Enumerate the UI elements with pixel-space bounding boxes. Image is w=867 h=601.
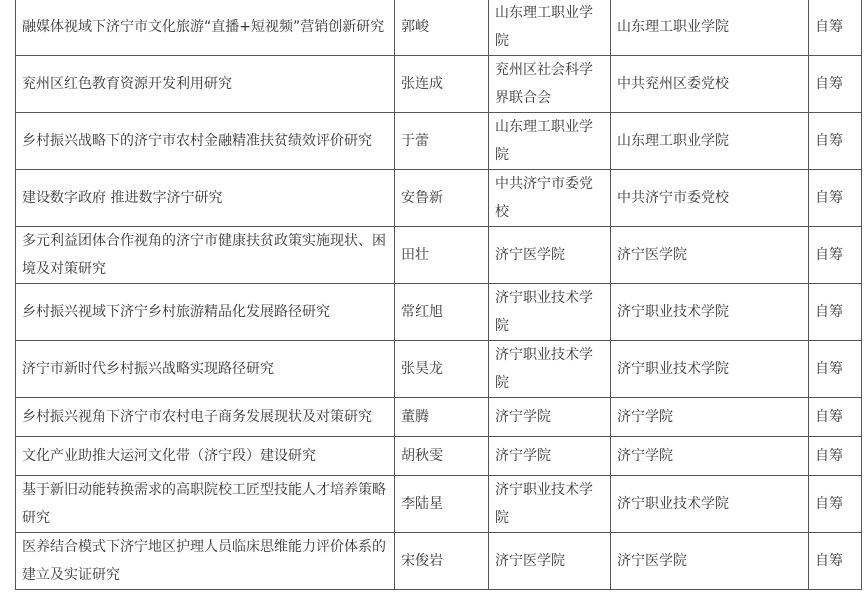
table-row xyxy=(16,0,862,56)
funding-cell: 自筹 xyxy=(809,284,862,341)
org-cell: 济宁医学院 xyxy=(611,533,809,590)
project-title-cell: 乡村振兴视角下济宁市农村电子商务发展现状及对策研究 xyxy=(16,398,395,437)
project-title-cell: 多元利益团体合作视角的济宁市健康扶贫政策实施现状、困境及对策研究 xyxy=(16,227,395,284)
table-row xyxy=(16,113,862,170)
funding-cell: 自筹 xyxy=(809,113,862,170)
leader-cell: 张连成 xyxy=(395,56,489,113)
org-cell: 中共济宁市委党校 xyxy=(611,170,809,227)
table-row xyxy=(16,398,862,437)
project-title-cell: 建设数字政府 推进数字济宁研究 xyxy=(16,170,395,227)
org-cell: 济宁学院 xyxy=(611,398,809,437)
unit-cell: 济宁职业技术学院 xyxy=(489,476,611,533)
org-cell: 山东理工职业学院 xyxy=(611,0,809,56)
table-row xyxy=(16,227,862,284)
org-cell: 济宁学院 xyxy=(611,437,809,476)
unit-cell: 济宁学院 xyxy=(489,437,611,476)
leader-cell: 董腾 xyxy=(395,398,489,437)
table-row xyxy=(16,437,862,476)
funding-cell: 自筹 xyxy=(809,476,862,533)
unit-cell: 济宁医学院 xyxy=(489,227,611,284)
org-cell: 济宁职业技术学院 xyxy=(611,476,809,533)
project-title-cell: 济宁市新时代乡村振兴战略实现路径研究 xyxy=(16,341,395,398)
unit-cell: 济宁职业技术学院 xyxy=(489,284,611,341)
project-title-cell: 文化产业助推大运河文化带（济宁段）建设研究 xyxy=(16,437,395,476)
funding-cell: 自筹 xyxy=(809,56,862,113)
leader-cell: 安鲁新 xyxy=(395,170,489,227)
leader-cell: 常红旭 xyxy=(395,284,489,341)
project-table xyxy=(15,0,862,590)
project-title-cell: 医养结合模式下济宁地区护理人员临床思维能力评价体系的建立及实证研究 xyxy=(16,533,395,590)
leader-cell: 胡秋雯 xyxy=(395,437,489,476)
funding-cell: 自筹 xyxy=(809,398,862,437)
project-title-cell: 乡村振兴视域下济宁乡村旅游精品化发展路径研究 xyxy=(16,284,395,341)
funding-cell: 自筹 xyxy=(809,437,862,476)
org-cell: 中共兖州区委党校 xyxy=(611,56,809,113)
unit-cell: 中共济宁市委党校 xyxy=(489,170,611,227)
unit-cell: 济宁医学院 xyxy=(489,533,611,590)
table-row xyxy=(16,56,862,113)
org-cell: 山东理工职业学院 xyxy=(611,113,809,170)
project-title-cell: 乡村振兴战略下的济宁市农村金融精准扶贫绩效评价研究 xyxy=(16,113,395,170)
unit-cell: 兖州区社会科学界联合会 xyxy=(489,56,611,113)
funding-cell: 自筹 xyxy=(809,0,862,56)
org-cell: 济宁职业技术学院 xyxy=(611,284,809,341)
unit-cell: 济宁学院 xyxy=(489,398,611,437)
leader-cell: 李陆星 xyxy=(395,476,489,533)
leader-cell: 张昊龙 xyxy=(395,341,489,398)
funding-cell: 自筹 xyxy=(809,533,862,590)
funding-cell: 自筹 xyxy=(809,341,862,398)
project-title-cell: 兖州区红色教育资源开发利用研究 xyxy=(16,56,395,113)
project-title-cell: 融媒体视域下济宁市文化旅游“直播+短视频”营销创新研究 xyxy=(16,0,395,56)
unit-cell: 济宁职业技术学院 xyxy=(489,341,611,398)
funding-cell: 自筹 xyxy=(809,170,862,227)
table-row xyxy=(16,341,862,398)
project-title-cell: 基于新旧动能转换需求的高职院校工匠型技能人才培养策略研究 xyxy=(16,476,395,533)
leader-cell: 于蕾 xyxy=(395,113,489,170)
table-row xyxy=(16,476,862,533)
funding-cell: 自筹 xyxy=(809,227,862,284)
org-cell: 济宁医学院 xyxy=(611,227,809,284)
unit-cell: 山东理工职业学院 xyxy=(489,0,611,56)
leader-cell: 郭峻 xyxy=(395,0,489,56)
table-row xyxy=(16,533,862,590)
leader-cell: 田壮 xyxy=(395,227,489,284)
org-cell: 济宁职业技术学院 xyxy=(611,341,809,398)
table-row xyxy=(16,284,862,341)
unit-cell: 山东理工职业学院 xyxy=(489,113,611,170)
table-row xyxy=(16,170,862,227)
leader-cell: 宋俊岩 xyxy=(395,533,489,590)
